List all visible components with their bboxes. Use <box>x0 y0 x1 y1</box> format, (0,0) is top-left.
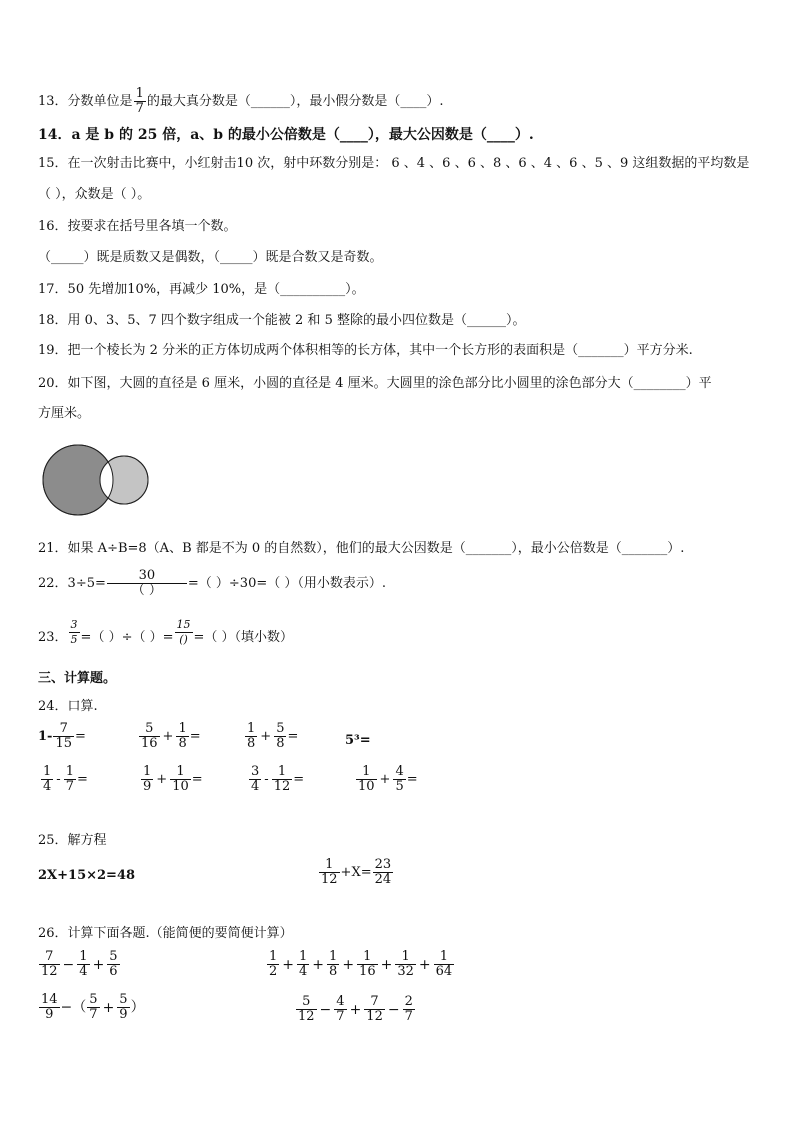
question-16-line2: （_____）既是质数又是偶数，（_____）既是合数又是奇数。 <box>38 250 383 265</box>
calc-3: $\frac{14}{9}$ −（ $\frac{5}{7}$ + $\frac{5}{9}$ ） <box>41 992 145 1022</box>
calc-1: $\frac{7}{12}$ − $\frac{1}{4}$ + $\frac{5}{6}$ <box>41 949 118 979</box>
fraction: $\frac{3}{5}$ <box>70 618 78 646</box>
q21-text: 如果 A÷B=8（A、B 都是不为 0 的自然数），他们的最大公因数是（_______），最小公倍数是（_______）. <box>67 541 685 556</box>
oral-3: $\frac{1}{8}$ + $\frac{5}{8}$ = <box>247 721 299 751</box>
q22-text-b: =（ ）÷30=（ ）（用小数表示）. <box>187 576 386 591</box>
q26-title: 计算下面各题.（能简便的要简便计算） <box>67 926 293 941</box>
oral-2: $\frac{5}{16}$ + $\frac{1}{8}$ = <box>141 721 201 751</box>
question-14 <box>38 126 534 144</box>
question-20-line2: 方厘米。 <box>38 406 91 421</box>
question-17 <box>38 281 365 299</box>
q19-text: 把一个棱长为 2 分米的正方体切成两个体积相等的长方体，其中一个长方形的表面积是（_______）平方分米. <box>67 343 693 358</box>
fraction: $\frac{15}{()}$ <box>176 618 191 646</box>
fraction: $\frac{30}{( )}$ <box>107 569 187 598</box>
question-number: 17． <box>38 282 68 297</box>
question-13 <box>38 87 443 116</box>
question-20 <box>38 375 712 393</box>
q13-text-b: 的最大真分数是（______），最小假分数是（____）. <box>146 94 444 109</box>
q16-line1: 按要求在括号里各填一个数。 <box>67 219 237 234</box>
oral-6: $\frac{1}{9}$ + $\frac{1}{10}$ = <box>143 764 203 794</box>
oral-5: $\frac{1}{4}$ - $\frac{1}{7}$ = <box>43 764 88 794</box>
q23-text-b: =（ ）（填小数） <box>193 630 294 645</box>
oral-7: $\frac{3}{4}$ - $\frac{1}{12}$ = <box>251 764 305 794</box>
q23-text-a: =（ ）÷（ ）= <box>80 630 174 645</box>
oral-4: 5³= <box>345 733 371 748</box>
question-number: 13． <box>38 94 68 109</box>
question-number: 26． <box>38 926 68 941</box>
question-number: 21． <box>38 541 68 556</box>
question-18 <box>38 312 525 330</box>
q14-text: a 是 b 的 25 倍，a、b 的最小公倍数是（____），最大公因数是（____）. <box>71 127 534 143</box>
circles-figure <box>40 442 156 522</box>
calc-2: $\frac{1}{2}$ + $\frac{1}{4}$ + $\frac{1}{8}$ + $\frac{1}{16}$ + $\frac{1}{32}$ + $\frac{1}{64}$ <box>269 949 453 979</box>
question-number: 23． <box>38 630 68 645</box>
question-number: 19． <box>38 343 68 358</box>
question-19 <box>38 342 693 360</box>
q24-title: 口算. <box>67 699 98 714</box>
question-number: 14． <box>38 127 72 143</box>
question-15-line2: （ ），众数是（ ）。 <box>38 187 151 202</box>
question-26 <box>38 925 293 943</box>
equation-2: $\frac{1}{12}$ +X= $\frac{23}{24}$ <box>321 857 392 887</box>
q18-text: 用 0、3、5、7 四个数字组成一个能被 2 和 5 整除的最小四位数是（______）。 <box>67 313 526 328</box>
fraction: $\frac{1}{7}$ <box>135 86 144 116</box>
question-15 <box>38 155 749 173</box>
q20-line1: 如下图，大圆的直径是 6 厘米，小圆的直径是 4 厘米。大圆里的涂色部分比小圆里的涂色部分大（________）平 <box>67 376 712 391</box>
q25-title: 解方程 <box>67 833 107 848</box>
question-number: 25． <box>38 833 68 848</box>
question-number: 24． <box>38 699 68 714</box>
question-22 <box>38 569 386 598</box>
equation-1: 2X+15×2=48 <box>38 868 136 883</box>
question-23 <box>38 618 293 647</box>
q17-text: 50 先增加10%，再减少 10%，是（__________）。 <box>67 282 365 297</box>
oral-8: $\frac{1}{10}$ + $\frac{4}{5}$ = <box>358 764 418 794</box>
q13-text-a: 分数单位是 <box>67 94 133 109</box>
question-number: 20． <box>38 376 68 391</box>
oral-1: 1- $\frac{7}{15}$ = <box>38 721 86 751</box>
question-21 <box>38 540 684 558</box>
question-number: 16． <box>38 219 68 234</box>
question-number: 22． <box>38 576 68 591</box>
question-16 <box>38 218 237 236</box>
section-title: 三、计算题。 <box>38 671 117 686</box>
question-24 <box>38 698 98 716</box>
q15-line1: 在一次射击比赛中，小红射击10 次，射中环数分别是： 6 、4 、6 、6 、8 、6 、4 、6 、5 、9 这组数据的平均数是 <box>67 156 750 171</box>
q22-text-a: 3÷5= <box>67 576 106 591</box>
question-25 <box>38 832 107 850</box>
calc-4: $\frac{5}{12}$ − $\frac{4}{7}$ + $\frac{7}{12}$ − $\frac{2}{7}$ <box>298 994 413 1024</box>
question-number: 18． <box>38 313 68 328</box>
question-number: 15． <box>38 156 68 171</box>
